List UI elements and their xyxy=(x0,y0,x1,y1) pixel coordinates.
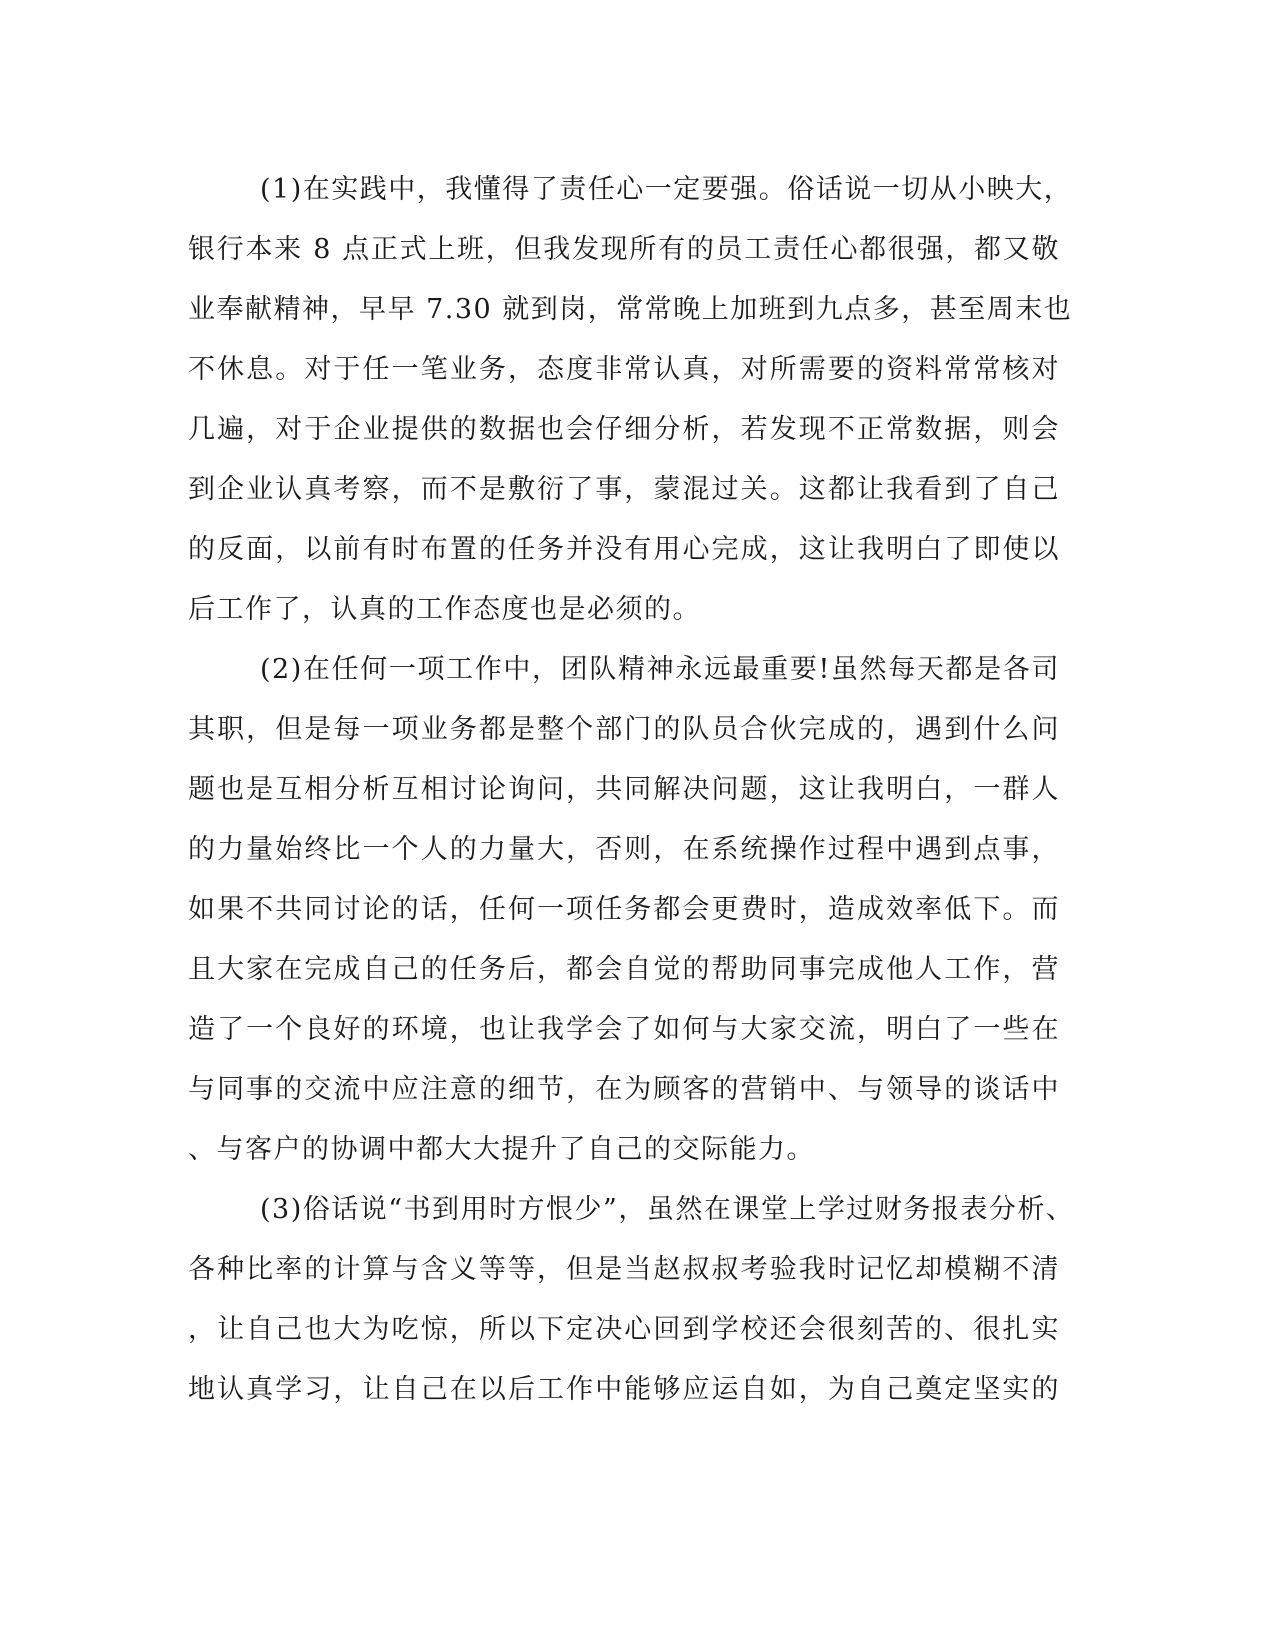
paragraph-1-line-6: 到企业认真考察，而不是敷衍了事，蒙混过关。这都让我看到了自己 xyxy=(188,474,1060,505)
paragraph-2-line-3: 题也是互相分析互相讨论询问，共同解决问题，这让我明白，一群人 xyxy=(188,774,1060,805)
paragraph-2-line-8: 与同事的交流中应注意的细节，在为顾客的营销中、与领导的谈话中 xyxy=(188,1074,1060,1105)
paragraph-1-line-7: 的反面，以前有时布置的任务并没有用心完成，这让我明白了即使以 xyxy=(188,534,1060,565)
paragraph-1-line-5: 几遍，对于企业提供的数据也会仔细分析，若发现不正常数据，则会 xyxy=(188,414,1060,445)
paragraph-1-line-4: 不休息。对于任一笔业务，态度非常认真，对所需要的资料常常核对 xyxy=(188,354,1060,385)
paragraph-3-line-3: ，让自己也大为吃惊，所以下定决心回到学校还会很刻苦的、很扎实 xyxy=(188,1314,1060,1345)
paragraph-2-line-1: (2)在任何一项工作中，团队精神永远最重要!虽然每天都是各司 xyxy=(260,654,1060,685)
paragraph-2-line-4: 的力量始终比一个人的力量大，否则，在系统操作过程中遇到点事， xyxy=(188,834,1060,865)
paragraph-3-line-4: 地认真学习，让自己在以后工作中能够应运自如，为自己奠定坚实的 xyxy=(188,1374,1060,1405)
paragraph-2-line-7: 造了一个良好的环境，也让我学会了如何与大家交流，明白了一些在 xyxy=(188,1014,1060,1045)
paragraph-3-line-2: 各种比率的计算与含义等等，但是当赵叔叔考验我时记忆却模糊不清 xyxy=(188,1254,1060,1285)
paragraph-1-line-3: 业奉献精神，早早 7.30 就到岗，常常晚上加班到九点多，甚至周末也 xyxy=(188,294,1073,325)
paragraph-2-line-2: 其职，但是每一项业务都是整个部门的队员合伙完成的，遇到什么问 xyxy=(188,714,1060,745)
paragraph-1-line-1: (1)在实践中，我懂得了责任心一定要强。俗话说一切从小映大， xyxy=(260,174,1073,205)
paragraph-2-line-6: 且大家在完成自己的任务后，都会自觉的帮助同事完成他人工作，营 xyxy=(188,954,1060,985)
paragraph-1-line-8: 后工作了，认真的工作态度也是必须的。 xyxy=(188,594,701,625)
paragraph-2-line-9: 、与客户的协调中都大大提升了自己的交际能力。 xyxy=(188,1134,815,1165)
paragraph-1-line-2: 银行本来 8 点正式上班，但我发现所有的员工责任心都很强，都又敬 xyxy=(188,234,1060,265)
paragraph-3-line-1: (3)俗话说“书到用时方恨少”，虽然在课堂上学过财务报表分析、 xyxy=(260,1194,1075,1225)
paragraph-2-line-5: 如果不共同讨论的话，任何一项任务都会更费时，造成效率低下。而 xyxy=(188,894,1060,925)
document-body xyxy=(188,160,1075,1420)
